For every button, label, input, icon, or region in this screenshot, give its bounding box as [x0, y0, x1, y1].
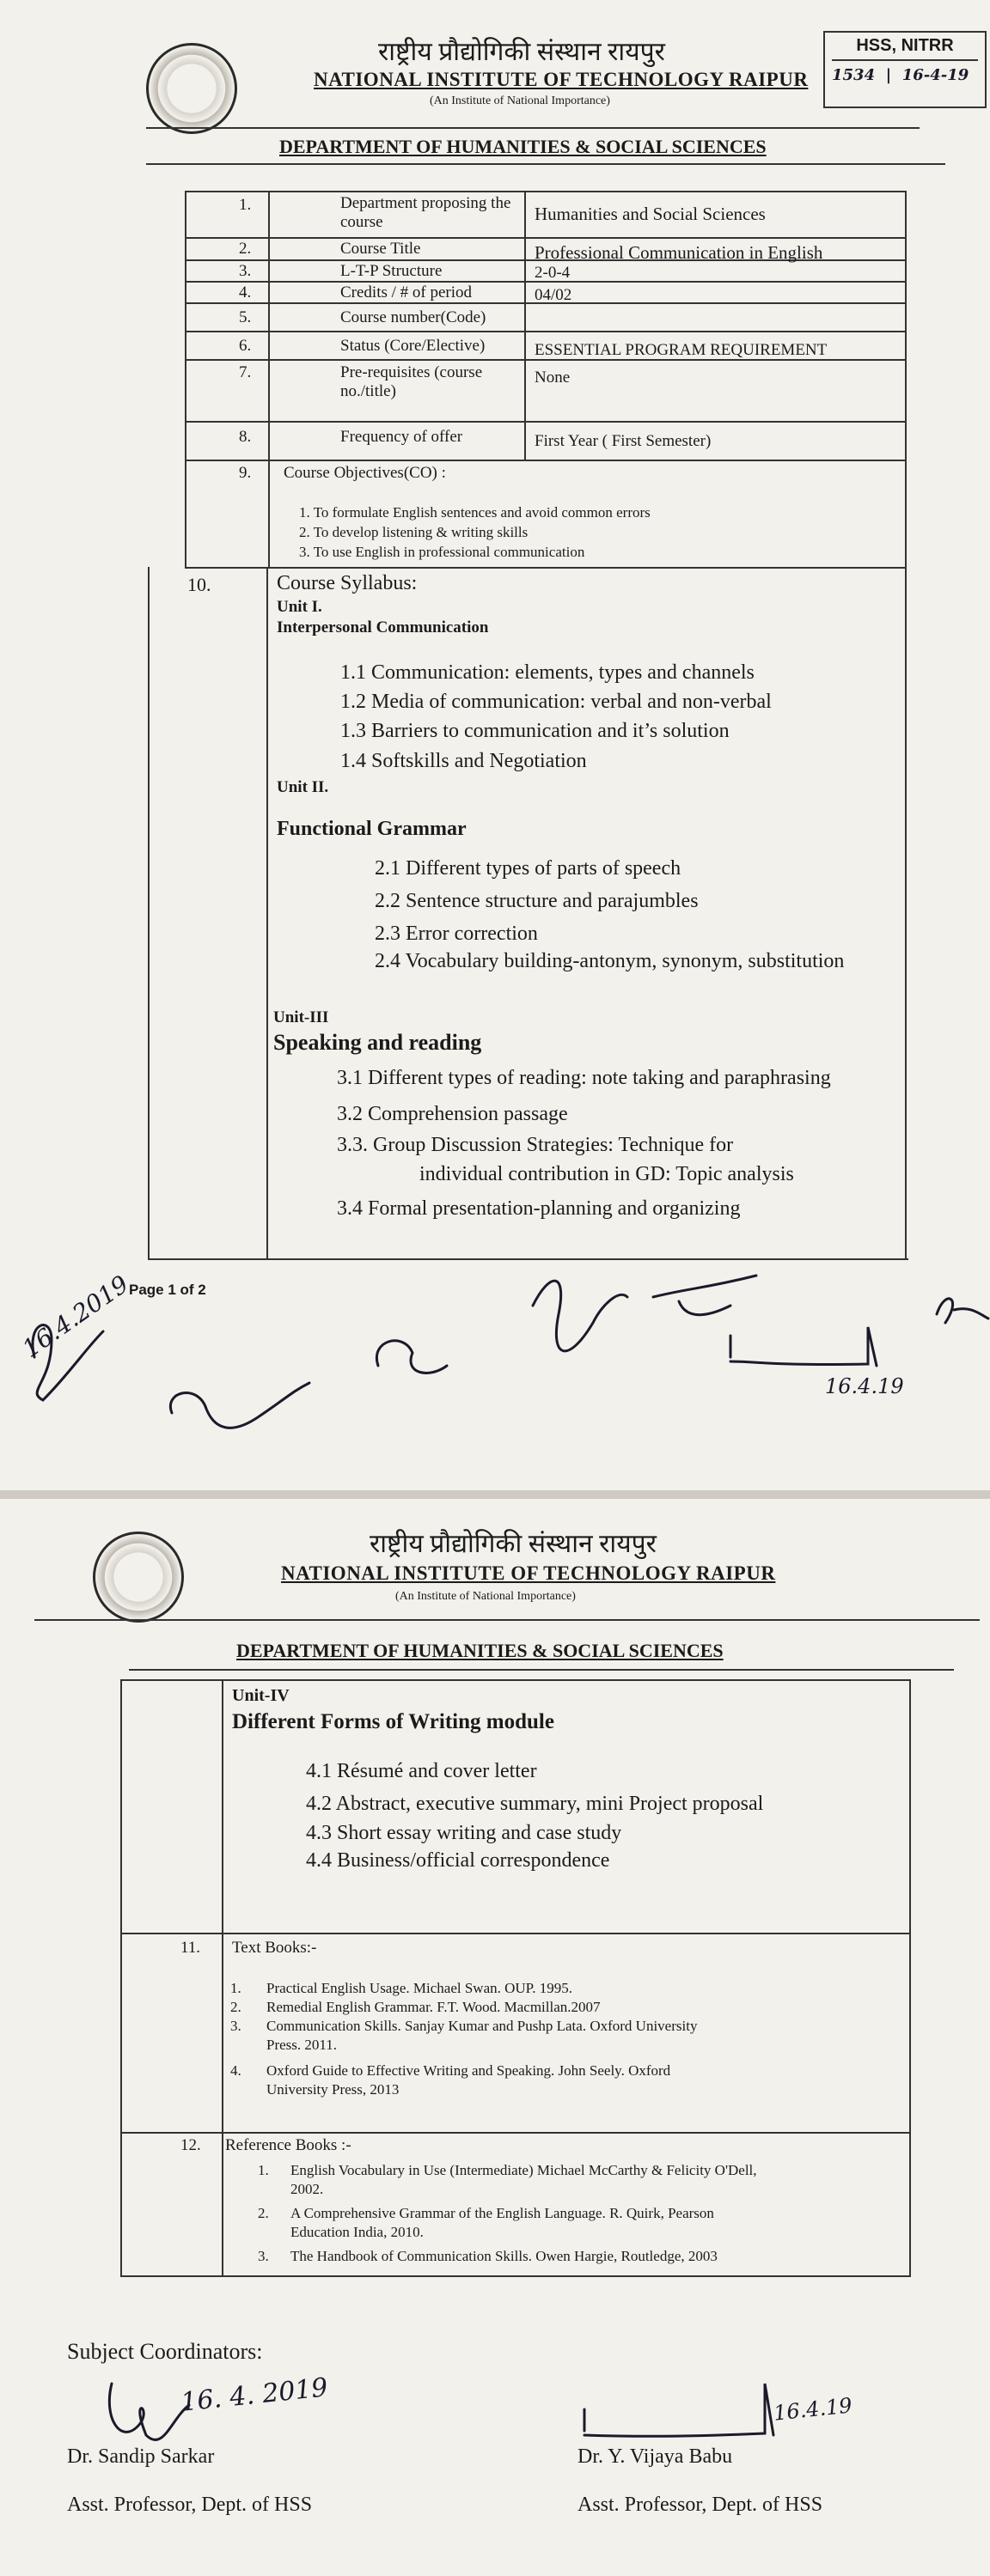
- syllabus-title: Course Syllabus:: [277, 572, 418, 594]
- textbook-entry-cont: University Press, 2013: [266, 2081, 400, 2098]
- coordinator-name: Dr. Y. Vijaya Babu: [578, 2445, 733, 2468]
- handwritten-date: 16.4.2019: [17, 1270, 134, 1364]
- textbooks-number: 11.: [180, 1939, 201, 1957]
- textbook-entry: Oxford Guide to Effective Writing and Speaking. John Seely. Oxford: [266, 2062, 671, 2079]
- document-page-2: [0, 1499, 990, 2576]
- syllabus-item: 2.1 Different types of parts of speech: [375, 857, 681, 880]
- coordinator-date: 16. 4. 2019: [179, 2372, 330, 2418]
- unit-title: Different Forms of Writing module: [232, 1710, 554, 1733]
- signature-mark: [170, 1383, 309, 1428]
- syllabus-item: 4.1 Résumé and cover letter: [306, 1760, 537, 1782]
- unit-title: Interpersonal Communication: [277, 618, 489, 636]
- reference-entry: The Handbook of Communication Skills. Owen Hargie, Routledge, 2003: [290, 2248, 718, 2264]
- row-label: Credits / # of period: [340, 283, 473, 301]
- department-heading: DEPARTMENT OF HUMANITIES & SOCIAL SCIENCES: [279, 136, 767, 157]
- textbook-index: 3.: [230, 2018, 241, 2034]
- row-number: 6.: [239, 337, 252, 355]
- syllabus-item: 1.4 Softskills and Negotiation: [340, 750, 587, 772]
- header-rule: [146, 127, 920, 129]
- signature-mark: [584, 2384, 773, 2436]
- syllabus-item: 1.1 Communication: elements, types and channels: [340, 661, 755, 684]
- row-label: Course Title: [340, 240, 421, 258]
- objectives-number: 9.: [239, 464, 252, 482]
- unit-title: Functional Grammar: [277, 818, 467, 840]
- unit-label: Unit-III: [273, 1008, 329, 1026]
- received-stamp: HSS, NITRR 1534 | 16-4-19: [823, 31, 987, 108]
- signature-mark: [533, 1281, 627, 1351]
- row-label: Status (Core/Elective): [340, 337, 486, 355]
- textbook-entry-cont: Press. 2011.: [266, 2037, 338, 2053]
- reference-index: 2.: [258, 2205, 269, 2221]
- reference-entry-cont: Education India, 2010.: [290, 2224, 424, 2240]
- row-number: 1.: [239, 196, 252, 214]
- stamp-number: 1534: [832, 66, 876, 84]
- row-label: Course number(Code): [340, 308, 486, 326]
- syllabus-item: 3.1 Different types of reading: note taking and paraphrasing: [337, 1067, 831, 1089]
- syllabus-item: 4.3 Short essay writing and case study: [306, 1822, 622, 1844]
- textbooks-title: Text Books:-: [232, 1939, 317, 1957]
- row-label: Frequency of offer: [340, 428, 463, 446]
- institute-name: NATIONAL INSTITUTE OF TECHNOLOGY RAIPUR: [314, 69, 809, 90]
- header-rule-2: [146, 163, 945, 165]
- textbook-index: 1.: [230, 1980, 241, 1996]
- textbook-entry: Practical English Usage. Michael Swan. OUP. 1995.: [266, 1980, 572, 1996]
- reference-index: 3.: [258, 2248, 269, 2264]
- signature-mark: [376, 1341, 447, 1373]
- row-number: 2.: [239, 240, 252, 258]
- row-number: 8.: [239, 428, 252, 446]
- coordinator-role: Asst. Professor, Dept. of HSS: [578, 2494, 823, 2516]
- row-value: Professional Communication in English: [535, 242, 823, 263]
- row-number: 3.: [239, 262, 252, 280]
- signature-mark: [109, 2384, 189, 2439]
- institute-hindi-name: राष्ट्रीय प्रौद्योगिकी संस्थान रायपुर: [378, 38, 665, 66]
- textbook-entry: Communication Skills. Sanjay Kumar and Pushp Lata. Oxford University: [266, 2018, 698, 2034]
- reference-entry: A Comprehensive Grammar of the English Language. R. Quirk, Pearson: [290, 2205, 714, 2221]
- institute-subtitle: (An Institute of National Importance): [395, 1590, 576, 1603]
- row-value: Humanities and Social Sciences: [535, 204, 766, 224]
- textbook-entry: Remedial English Grammar. F.T. Wood. Macmillan.2007: [266, 1999, 601, 2015]
- syllabus-item: 1.3 Barriers to communication and it’s solution: [340, 720, 730, 742]
- row-value: None: [535, 368, 571, 387]
- row-value: 04/02: [535, 286, 572, 304]
- syllabus-item: 1.2 Media of communication: verbal and non-verbal: [340, 691, 772, 713]
- coordinators-heading: Subject Coordinators:: [67, 2339, 263, 2364]
- references-number: 12.: [180, 2136, 201, 2154]
- syllabus-item: 2.2 Sentence structure and parajumbles: [375, 890, 699, 912]
- row-label: L-T-P Structure: [340, 262, 443, 280]
- unit-label: Unit II.: [277, 778, 329, 796]
- row-value: 2-0-4: [535, 264, 571, 282]
- institute-hindi-name: राष्ट्रीय प्रौद्योगिकी संस्थान रायपुर: [370, 1530, 657, 1558]
- row-number: 5.: [239, 308, 252, 326]
- objectives-title: Course Objectives(CO) :: [284, 464, 446, 482]
- row-label: Pre-requisites (course no./title): [340, 363, 483, 400]
- row-value: First Year ( First Semester): [535, 432, 712, 450]
- institute-name: NATIONAL INSTITUTE OF TECHNOLOGY RAIPUR: [281, 1562, 776, 1584]
- row-number: 7.: [239, 363, 252, 381]
- unit-title: Speaking and reading: [273, 1030, 482, 1055]
- institute-logo: [93, 1532, 184, 1623]
- objective-item: 3. To use English in professional communication: [299, 544, 585, 560]
- textbook-index: 4.: [230, 2062, 241, 2079]
- row-value: ESSENTIAL PROGRAM REQUIREMENT: [535, 341, 828, 359]
- row-label: Department proposing the course: [340, 194, 511, 231]
- objective-item: 1. To formulate English sentences and avoid common errors: [299, 504, 651, 521]
- reference-index: 1.: [258, 2162, 269, 2178]
- handwritten-date: 16.4.19: [825, 1374, 904, 1398]
- syllabus-item: 3.2 Comprehension passage: [337, 1103, 568, 1125]
- page-number: Page 1 of 2: [129, 1282, 206, 1298]
- syllabus-item: 3.4 Formal presentation-planning and organizing: [337, 1197, 741, 1220]
- stamp-label: HSS, NITRR: [856, 36, 954, 55]
- syllabus-item: 4.4 Business/official correspondence: [306, 1849, 610, 1872]
- institute-subtitle: (An Institute of National Importance): [430, 94, 610, 107]
- coordinator-name: Dr. Sandip Sarkar: [67, 2445, 215, 2468]
- signature-mark: [653, 1276, 756, 1315]
- references-title: Reference Books :-: [225, 2136, 351, 2154]
- syllabus-item: individual contribution in GD: Topic analysis: [419, 1163, 794, 1185]
- header-rule-2: [129, 1669, 954, 1671]
- signature-mark: [730, 1327, 877, 1366]
- coordinator-date: 16.4.19: [772, 2393, 853, 2426]
- page-gap: [0, 1490, 990, 1499]
- signatures-page-1: [0, 1237, 990, 1490]
- syllabus-item: 4.2 Abstract, executive summary, mini Project proposal: [306, 1793, 764, 1815]
- row-number: 4.: [239, 283, 252, 301]
- objective-item: 2. To develop listening & writing skills: [299, 524, 529, 540]
- signature-mark: [937, 1299, 988, 1323]
- syllabus-number: 10.: [187, 574, 211, 595]
- syllabus-item: 3.3. Group Discussion Strategies: Technique for: [337, 1134, 734, 1156]
- reference-entry: English Vocabulary in Use (Intermediate) Michael McCarthy & Felicity O'Dell,: [290, 2162, 757, 2178]
- unit-label: Unit I.: [277, 598, 322, 616]
- reference-entry-cont: 2002.: [290, 2181, 324, 2197]
- department-heading: DEPARTMENT OF HUMANITIES & SOCIAL SCIENCES: [236, 1640, 724, 1661]
- institute-logo: [146, 43, 237, 134]
- stamp-date: 16-4-19: [901, 66, 969, 84]
- syllabus-item: 2.4 Vocabulary building-antonym, synonym, substitution: [375, 950, 845, 972]
- textbook-index: 2.: [230, 1999, 241, 2015]
- unit-label: Unit-IV: [232, 1686, 290, 1705]
- coordinator-role: Asst. Professor, Dept. of HSS: [67, 2494, 313, 2516]
- syllabus-item: 2.3 Error correction: [375, 923, 538, 945]
- header-rule: [34, 1619, 980, 1621]
